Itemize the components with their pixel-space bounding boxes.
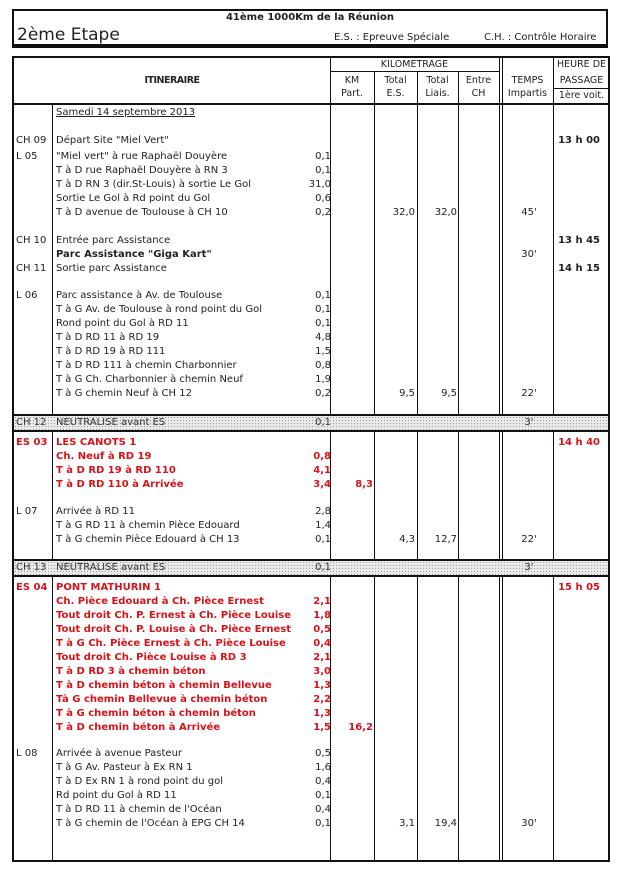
- cell-km: 0,2: [315, 388, 331, 399]
- table-row: [14, 234, 608, 248]
- cell-km: 0,5: [315, 748, 331, 759]
- col-kilometrage: KILOMETRAGE: [380, 59, 449, 70]
- cell-km: 1,8: [313, 610, 331, 621]
- cell-tmp: 30': [521, 249, 537, 260]
- cell-desc: Rd point du Gol à RD 11: [56, 790, 177, 801]
- cell-km: 0,1: [315, 304, 331, 315]
- cell-desc: T à D Ex RN 1 à rond point du gol: [56, 776, 224, 787]
- table-row: [14, 761, 608, 775]
- cell-desc: T à D avenue de Toulouse à CH 10: [56, 207, 228, 218]
- cell-desc: Départ Site "Miel Vert": [56, 135, 169, 146]
- cell-desc: T à G chemin de l'Océan à EPG CH 14: [56, 818, 245, 829]
- cell-desc: Tout droit Ch. P. Ernest à Ch. Pièce Louise: [56, 610, 292, 621]
- cell-code: CH 10: [16, 235, 47, 246]
- table-row: [14, 464, 608, 478]
- table-row: [14, 345, 608, 359]
- table-row: [14, 693, 608, 707]
- table-row: [14, 609, 608, 623]
- col-ech-2: CH: [471, 88, 486, 99]
- cell-km: 1,3: [313, 680, 331, 691]
- header-bottom-line: [14, 103, 608, 105]
- table-row: [14, 450, 608, 464]
- col-temps-1: TEMPS: [511, 75, 544, 86]
- cell-km: 0,2: [315, 207, 331, 218]
- cell-hr: 13 h 00: [558, 135, 600, 146]
- table-row: [14, 581, 608, 595]
- cell-code: CH 11: [16, 263, 47, 274]
- cell-km: 0,8: [315, 360, 331, 371]
- cell-km: 0,6: [315, 193, 331, 204]
- table-row: [14, 747, 608, 761]
- table-row: [14, 317, 608, 331]
- header-line-heure: [553, 88, 608, 89]
- cell-tes: 16,2: [348, 722, 373, 733]
- table-row: [14, 178, 608, 192]
- cell-km: 2,2: [313, 694, 331, 705]
- cell-desc: Ch. Pièce Edouard à Ch. Pièce Ernest: [56, 596, 264, 607]
- cell-desc: Tout droit Ch. Pièce Louise à RD 3: [56, 652, 247, 663]
- cell-code: L 05: [16, 151, 38, 162]
- cell-code: CH 09: [16, 135, 47, 146]
- date-row: [14, 106, 608, 120]
- table-row: [14, 623, 608, 637]
- cell-desc: PONT MATHURIN 1: [56, 582, 161, 593]
- cell-code: L 06: [16, 290, 38, 301]
- cell-km: 3,0: [313, 666, 331, 677]
- cell-km: 0,5: [313, 624, 331, 635]
- cell-km: 0,1: [315, 417, 331, 428]
- cell-km: 0,1: [315, 534, 331, 545]
- table-row: [14, 505, 608, 519]
- cell-ech: 12,7: [434, 534, 457, 545]
- cell-desc: T à D RD 3 à chemin béton: [56, 666, 206, 677]
- cell-desc: NEUTRALISE avant ES: [56, 417, 166, 428]
- cell-code: CH 13: [16, 562, 47, 573]
- cell-km: 0,1: [315, 151, 331, 162]
- cell-code: ES 03: [16, 437, 48, 448]
- cell-km: 1,6: [315, 762, 331, 773]
- table-row: [14, 817, 608, 831]
- cell-desc: Arrivée à RD 11: [56, 506, 135, 517]
- cell-km: 1,3: [313, 708, 331, 719]
- cell-tli: 3,1: [399, 818, 415, 829]
- cell-tli: 32,0: [392, 207, 415, 218]
- cell-code: CH 12: [16, 417, 47, 428]
- date-label: Samedi 14 septembre 2013: [56, 107, 196, 118]
- table-row: [14, 533, 608, 547]
- cell-km: 0,1: [315, 165, 331, 176]
- cell-desc: Parc assistance à Av. de Toulouse: [56, 290, 223, 301]
- legend-es: E.S. : Epreuve Spéciale: [334, 32, 450, 43]
- table-row: [14, 206, 608, 220]
- cell-km: 0,1: [315, 790, 331, 801]
- cell-desc: T à G Av. de Toulouse à rond point du Gol: [56, 304, 262, 315]
- cell-desc: T à D RD 110 à Arrivée: [56, 479, 184, 490]
- col-temps-2: Impartis: [507, 88, 548, 99]
- cell-tmp: 22': [521, 388, 537, 399]
- cell-desc: T à D chemin béton à chemin Bellevue: [56, 680, 272, 691]
- cell-code: L 08: [16, 748, 38, 759]
- cell-desc: Sortie Le Gol à Rd point du Gol: [56, 193, 211, 204]
- neutralisation-row: [14, 559, 608, 577]
- cell-desc: Sortie parc Assistance: [56, 263, 167, 274]
- table-row: [14, 387, 608, 401]
- table-row: [14, 192, 608, 206]
- cell-hr: 15 h 05: [558, 582, 600, 593]
- title-box: [12, 9, 608, 48]
- cell-ech: 9,5: [441, 388, 457, 399]
- cell-km: 4,8: [315, 332, 331, 343]
- cell-km: 1,5: [315, 346, 331, 357]
- table-row: [14, 595, 608, 609]
- cell-code: ES 04: [16, 582, 48, 593]
- cell-desc: T à G Av. Pasteur à Ex RN 1: [56, 762, 193, 773]
- table-row: [14, 331, 608, 345]
- cell-tli: 9,5: [399, 388, 415, 399]
- cell-hr: 14 h 15: [558, 263, 600, 274]
- col-tes-2: E.S.: [386, 88, 405, 99]
- cell-km: 2,8: [315, 506, 331, 517]
- cell-desc: NEUTRALISE avant ES: [56, 562, 166, 573]
- col-heure-3: 1ère voit.: [558, 90, 605, 101]
- cell-desc: T à D RN 3 (dir.St-Louis) à sortie Le Gol: [56, 179, 251, 190]
- cell-km: 0,4: [315, 804, 331, 815]
- cell-desc: T à G chemin Pièce Edouard à CH 13: [56, 534, 240, 545]
- cell-desc: T à G chemin béton à chemin béton: [56, 708, 256, 719]
- col-ech-1: Entre: [465, 75, 492, 86]
- cell-desc: T à D RD 11 à chemin de l'Océan: [56, 804, 222, 815]
- cell-km: 1,9: [315, 374, 331, 385]
- cell-km: 0,1: [315, 562, 331, 573]
- cell-tmp: 3': [524, 417, 534, 428]
- event-title: 41ème 1000Km de la Réunion: [225, 12, 395, 23]
- table-row: [14, 303, 608, 317]
- table-row: [14, 707, 608, 721]
- table-row: [14, 478, 608, 492]
- cell-km: 4,1: [313, 465, 331, 476]
- cell-desc: Tout droit Ch. P. Louise à Ch. Pièce Ernest: [56, 624, 292, 635]
- table-row: [14, 436, 608, 450]
- neutralisation-row: [14, 414, 608, 432]
- table-row: [14, 803, 608, 817]
- cell-desc: Parc Assistance "Giga Kart": [56, 249, 212, 260]
- col-km-1: KM: [344, 75, 360, 86]
- cell-km: 2,1: [313, 596, 331, 607]
- cell-km: 3,4: [313, 479, 331, 490]
- cell-desc: Tà G chemin Bellevue à chemin béton: [56, 694, 268, 705]
- cell-desc: "Miel vert" à rue Raphaël Douyère: [56, 151, 228, 162]
- cell-km: 0,4: [315, 776, 331, 787]
- cell-km: 0,4: [313, 638, 331, 649]
- cell-hr: 13 h 45: [558, 235, 600, 246]
- table-row: [14, 651, 608, 665]
- cell-desc: Entrée parc Assistance: [56, 235, 171, 246]
- cell-desc: T à D chemin béton à Arrivée: [56, 722, 221, 733]
- table-row: [14, 721, 608, 735]
- col-heure-1: HEURE DE: [556, 59, 607, 70]
- cell-ech: 19,4: [434, 818, 457, 829]
- table-row: [14, 373, 608, 387]
- cell-km: 2,1: [313, 652, 331, 663]
- col-tli-1: Total: [426, 75, 449, 86]
- cell-km: 31,0: [308, 179, 331, 190]
- col-tli-2: Liais.: [425, 88, 450, 99]
- cell-tmp: 30': [521, 818, 537, 829]
- cell-desc: T à G chemin Neuf à CH 12: [56, 388, 192, 399]
- cell-desc: Arrivée à avenue Pasteur: [56, 748, 183, 759]
- cell-desc: T à D rue Raphaël Douyère à RN 3: [56, 165, 228, 176]
- table-row: [14, 164, 608, 178]
- cell-km: 1,4: [315, 520, 331, 531]
- cell-tmp: 3': [524, 562, 534, 573]
- col-tes-1: Total: [384, 75, 407, 86]
- col-heure-2: PASSAGE: [559, 75, 604, 86]
- cell-desc: T à G Ch. Pièce Ernest à Ch. Pièce Louise: [56, 638, 286, 649]
- cell-tes: 8,3: [355, 479, 373, 490]
- table-row: [14, 248, 608, 262]
- cell-code: L 07: [16, 506, 38, 517]
- cell-desc: T à G Ch. Charbonnier à chemin Neuf: [56, 374, 243, 385]
- cell-desc: LES CANOTS 1: [56, 437, 137, 448]
- cell-desc: Rond point du Gol à RD 11: [56, 318, 189, 329]
- cell-hr: 14 h 40: [558, 437, 600, 448]
- table-row: [14, 359, 608, 373]
- table-row: [14, 519, 608, 533]
- col-itineraire: ITINERAIRE: [144, 75, 200, 86]
- table-row: [14, 665, 608, 679]
- cell-tmp: 22': [521, 534, 537, 545]
- cell-desc: T à D RD 111 à chemin Charbonnier: [56, 360, 237, 371]
- col-km-2: Part.: [341, 88, 363, 99]
- table-row: [14, 775, 608, 789]
- cell-km: 0,8: [313, 451, 331, 462]
- cell-km: 0,1: [315, 318, 331, 329]
- header-line-km: [330, 71, 499, 72]
- cell-km: 1,5: [313, 722, 331, 733]
- stage-title: 2ème Etape: [17, 25, 120, 45]
- cell-tmp: 45': [521, 207, 537, 218]
- table-row: [14, 150, 608, 164]
- table-row: [14, 789, 608, 803]
- cell-desc: T à D RD 11 à RD 19: [56, 332, 160, 343]
- cell-km: 0,1: [315, 290, 331, 301]
- table-row: [14, 637, 608, 651]
- itinerary-table: [12, 56, 610, 862]
- cell-tli: 4,3: [399, 534, 415, 545]
- cell-desc: Ch. Neuf à RD 19: [56, 451, 152, 462]
- table-row: [14, 262, 608, 276]
- cell-desc: T à D RD 19 à RD 110: [56, 465, 176, 476]
- cell-desc: T à G RD 11 à chemin Pièce Edouard: [56, 520, 240, 531]
- cell-ech: 32,0: [434, 207, 457, 218]
- cell-desc: T à D RD 19 à RD 111: [56, 346, 166, 357]
- table-row: [14, 134, 608, 148]
- table-row: [14, 289, 608, 303]
- table-row: [14, 679, 608, 693]
- legend-ch: C.H. : Contrôle Horaire: [484, 32, 597, 43]
- cell-km: 0,1: [315, 818, 331, 829]
